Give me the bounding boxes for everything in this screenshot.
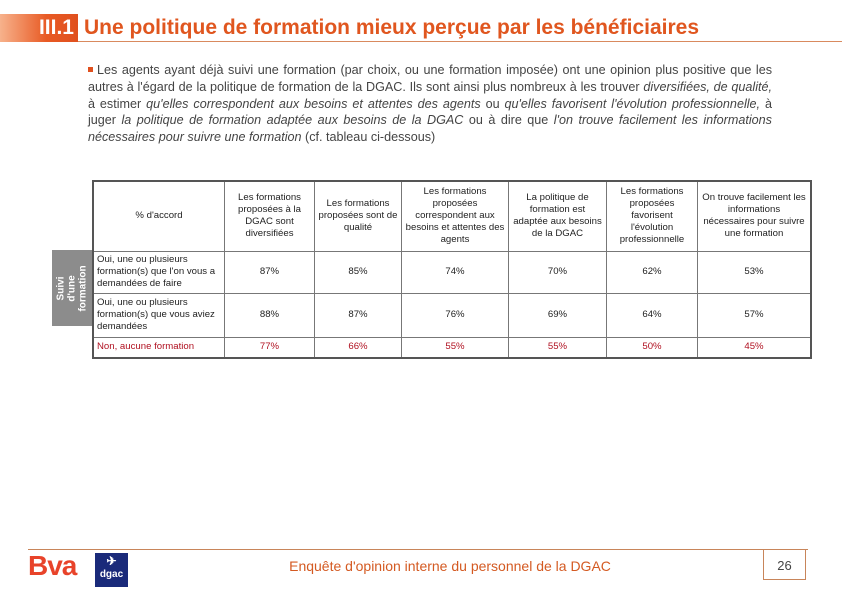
- value-cell: 88%: [225, 293, 315, 337]
- page-title: Une politique de formation mieux perçue par les bénéficiaires: [84, 16, 699, 39]
- bva-logo: Bva: [28, 550, 77, 581]
- results-table: [92, 180, 812, 359]
- row-label: Oui, une ou plusieurs formation(s) que l'on vous a demandées de faire: [93, 251, 225, 293]
- column-header: Les formations proposées à la DGAC sont diversifiées: [225, 181, 315, 251]
- value-cell: 76%: [402, 293, 509, 337]
- corner-cell: % d'accord: [93, 181, 225, 251]
- value-cell: 55%: [402, 337, 509, 358]
- value-cell: 66%: [315, 337, 402, 358]
- dgac-logo: ✈ dgac: [95, 553, 128, 587]
- value-cell: 64%: [607, 293, 698, 337]
- footer-text: Enquête d'opinion interne du personnel de la DGAC: [289, 558, 611, 574]
- column-header: Les formations proposées sont de qualité: [315, 181, 402, 251]
- plane-icon: ✈: [106, 554, 117, 568]
- paragraph-segment: ou à dire que: [463, 113, 554, 128]
- value-cell: 70%: [509, 251, 607, 293]
- paragraph-segment: qu'elles correspondent aux besoins et attentes des agents: [146, 96, 481, 111]
- column-header: Les formations proposées favorisent l'évolution professionnelle: [607, 181, 698, 251]
- title-divider: [78, 41, 842, 42]
- paragraph-segment: à estimer: [88, 96, 147, 111]
- column-header: La politique de formation est adaptée aux besoins de la DGAC: [509, 181, 607, 251]
- table-row: [93, 293, 811, 337]
- value-cell: 87%: [315, 293, 402, 337]
- table-row: [93, 337, 811, 358]
- paragraph-segment: la politique de formation adaptée aux besoins de la DGAC: [121, 113, 464, 128]
- footer-divider: [28, 549, 808, 550]
- paragraph-segment: qu'elles favorisent l'évolution professionnelle,: [504, 96, 761, 111]
- paragraph-segment: ou: [480, 96, 505, 111]
- value-cell: 50%: [607, 337, 698, 358]
- summary-paragraph: [88, 62, 772, 146]
- value-cell: 85%: [315, 251, 402, 293]
- paragraph-segment: à juger: [88, 96, 772, 128]
- side-label-text: Suivi d'une formation: [55, 264, 89, 312]
- bullet-icon: [88, 67, 93, 72]
- section-number: III.1: [0, 14, 78, 42]
- paragraph-segment: l'on trouve facilement les informations nécessaires pour suivre une formation: [88, 113, 772, 145]
- value-cell: 87%: [225, 251, 315, 293]
- page-number: 26: [763, 549, 806, 580]
- value-cell: 69%: [509, 293, 607, 337]
- row-label: Non, aucune formation: [93, 337, 225, 358]
- value-cell: 53%: [698, 251, 812, 293]
- column-header: Les formations proposées correspondent aux besoins et attentes des agents: [402, 181, 509, 251]
- value-cell: 57%: [698, 293, 812, 337]
- paragraph-segment: (cf. tableau ci-dessous): [301, 130, 436, 145]
- value-cell: 45%: [698, 337, 812, 358]
- paragraph-segment: Les agents ayant déjà suivi une formation (par choix, ou une formation imposée) ont une opinion plus positive que les autres à l'égard de la politique de formation de la DGAC. Ils sont ainsi plus nombreux à les trouver: [88, 63, 772, 94]
- value-cell: 74%: [402, 251, 509, 293]
- side-label: [52, 250, 92, 326]
- value-cell: 77%: [225, 337, 315, 358]
- value-cell: 62%: [607, 251, 698, 293]
- value-cell: 55%: [509, 337, 607, 358]
- table-row: [93, 251, 811, 293]
- paragraph-segment: diversifiées, de qualité,: [643, 79, 772, 94]
- column-header: On trouve facilement les informations nécessaires pour suivre une formation: [698, 181, 812, 251]
- table-header-row: [93, 181, 811, 251]
- row-label: Oui, une ou plusieurs formation(s) que vous aviez demandées: [93, 293, 225, 337]
